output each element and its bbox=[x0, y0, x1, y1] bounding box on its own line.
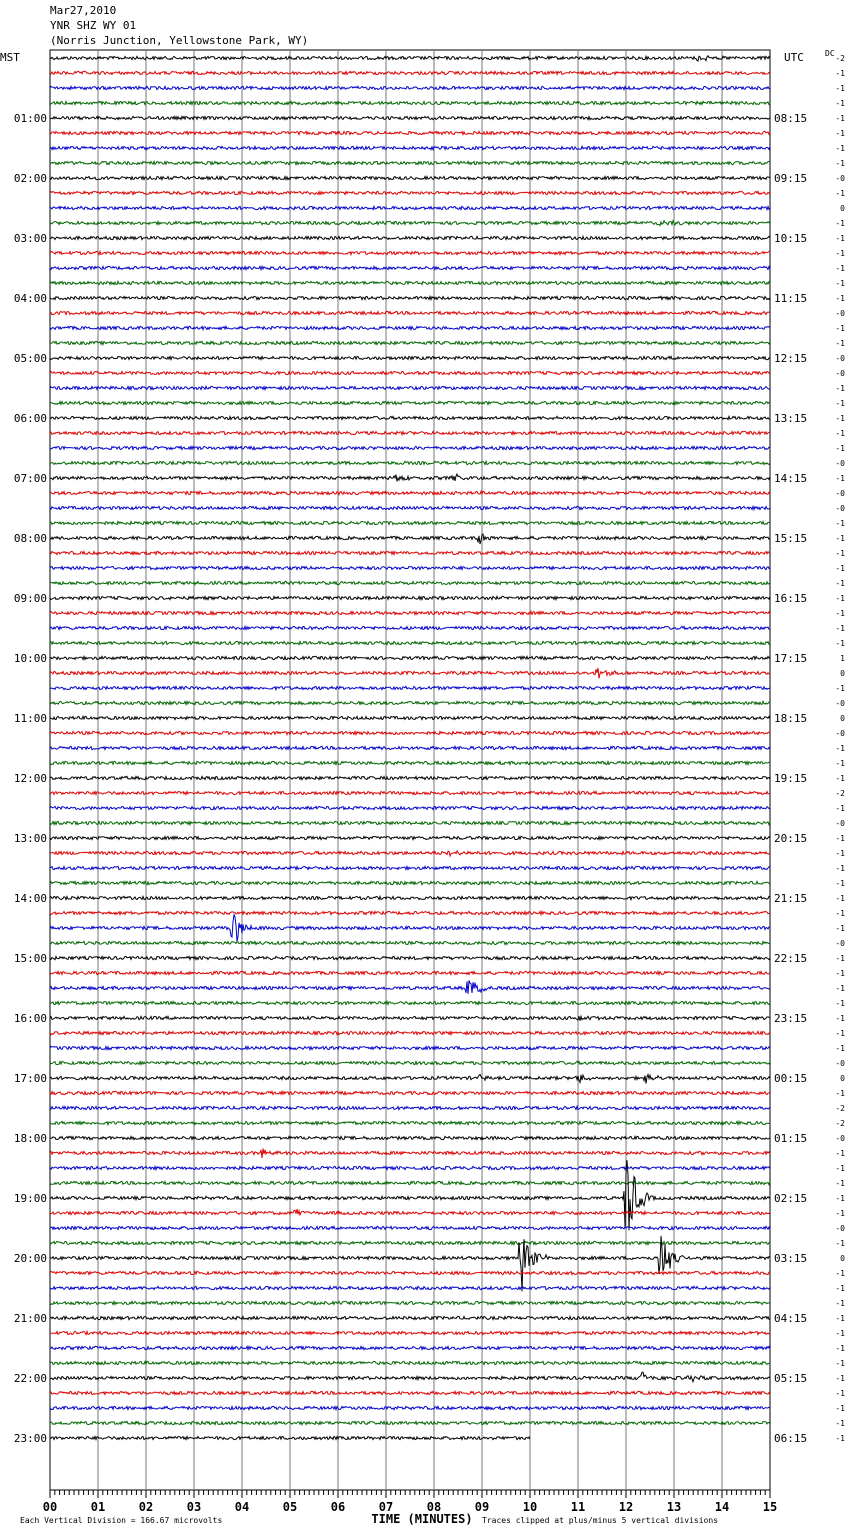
dc-offset-label: -1 bbox=[835, 1344, 845, 1353]
seismic-trace bbox=[50, 101, 770, 104]
seismic-trace bbox=[50, 1160, 770, 1230]
seismic-trace bbox=[50, 326, 770, 329]
dc-offset-label: -1 bbox=[835, 114, 845, 123]
dc-offset-label: -1 bbox=[835, 1014, 845, 1023]
utc-hour-label: 15:15 bbox=[774, 532, 808, 545]
dc-offset-label: -0 bbox=[835, 504, 845, 513]
seismic-trace bbox=[50, 221, 770, 226]
seismic-trace bbox=[50, 401, 770, 404]
dc-offset-label: -1 bbox=[835, 579, 845, 588]
dc-offset-label: -1 bbox=[835, 1434, 845, 1443]
dc-offset-label: -1 bbox=[835, 249, 845, 258]
x-tick-label: 12 bbox=[618, 1500, 634, 1514]
seismic-trace bbox=[50, 1209, 770, 1215]
utc-hour-label: 13:15 bbox=[774, 412, 808, 425]
dc-offset-label: 0 bbox=[840, 1254, 845, 1263]
seismic-trace bbox=[50, 86, 770, 89]
dc-offset-label: -1 bbox=[835, 1389, 845, 1398]
header-date: Mar27,2010 bbox=[50, 4, 117, 17]
seismic-trace bbox=[50, 161, 770, 164]
seismic-trace bbox=[50, 236, 770, 239]
dc-offset-label: -1 bbox=[835, 624, 845, 633]
utc-hour-label: 23:15 bbox=[774, 1012, 808, 1025]
seismic-trace bbox=[50, 956, 770, 959]
dc-offset-label: -1 bbox=[835, 474, 845, 483]
seismic-trace bbox=[50, 416, 770, 419]
dc-offset-label: -1 bbox=[835, 609, 845, 618]
seismic-trace bbox=[50, 71, 770, 74]
dc-offset-label: -0 bbox=[835, 174, 845, 183]
dc-offset-label: -1 bbox=[835, 144, 845, 153]
dc-offset-label: 0 bbox=[840, 204, 845, 213]
mst-hour-label: 13:00 bbox=[13, 832, 47, 845]
dc-offset-label: -1 bbox=[835, 774, 845, 783]
dc-label: DC bbox=[825, 49, 835, 58]
dc-offset-label: -1 bbox=[835, 1269, 845, 1278]
dc-offset-label: -1 bbox=[835, 1359, 845, 1368]
seismic-trace bbox=[50, 1091, 770, 1094]
seismic-trace bbox=[50, 1031, 770, 1034]
dc-offset-label: -1 bbox=[835, 219, 845, 228]
dc-offset-label: -1 bbox=[835, 69, 845, 78]
mst-hour-label: 14:00 bbox=[13, 892, 47, 905]
dc-offset-label: -1 bbox=[835, 969, 845, 978]
seismic-trace bbox=[50, 821, 770, 824]
dc-offset-label: -1 bbox=[835, 1149, 845, 1158]
utc-hour-label: 20:15 bbox=[774, 832, 808, 845]
seismic-trace bbox=[50, 941, 770, 944]
dc-offset-label: -1 bbox=[835, 954, 845, 963]
dc-offset-label: 0 bbox=[840, 1074, 845, 1083]
scale-note: Each Vertical Division = 166.67 microvolts bbox=[20, 1516, 223, 1525]
seismic-trace bbox=[50, 356, 770, 359]
dc-offset-label: 1 bbox=[840, 654, 845, 663]
mst-hour-label: 03:00 bbox=[13, 232, 47, 245]
dc-offset-label: -1 bbox=[835, 1374, 845, 1383]
utc-hour-label: 04:15 bbox=[774, 1312, 808, 1325]
seismic-trace bbox=[50, 656, 770, 659]
dc-offset-label: -1 bbox=[835, 519, 845, 528]
dc-offset-label: -1 bbox=[835, 399, 845, 408]
dc-offset-label: -1 bbox=[835, 279, 845, 288]
dc-offset-label: -1 bbox=[835, 549, 845, 558]
utc-hour-label: 19:15 bbox=[774, 772, 808, 785]
utc-hour-label: 21:15 bbox=[774, 892, 808, 905]
dc-offset-label: 0 bbox=[840, 669, 845, 678]
seismic-trace bbox=[50, 521, 770, 524]
seismic-trace bbox=[50, 446, 770, 449]
seismic-trace bbox=[50, 1372, 770, 1382]
mst-hour-label: 10:00 bbox=[13, 652, 47, 665]
x-tick-label: 15 bbox=[762, 1500, 778, 1514]
mst-axis-title: MST bbox=[0, 51, 20, 64]
header-station: YNR SHZ WY 01 bbox=[50, 19, 137, 32]
dc-offset-label: -1 bbox=[835, 1179, 845, 1188]
dc-offset-label: -0 bbox=[835, 459, 845, 468]
utc-hour-label: 11:15 bbox=[774, 292, 808, 305]
dc-offset-label: -1 bbox=[835, 564, 845, 573]
utc-hour-label: 02:15 bbox=[774, 1192, 808, 1205]
dc-offset-label: -1 bbox=[835, 234, 845, 243]
mst-hour-label: 23:00 bbox=[13, 1432, 47, 1445]
seismic-trace bbox=[50, 534, 770, 544]
seismic-trace bbox=[50, 1391, 770, 1394]
mst-hour-label: 22:00 bbox=[13, 1372, 47, 1385]
seismic-trace bbox=[50, 836, 770, 839]
seismic-trace bbox=[50, 746, 770, 749]
dc-offset-label: -1 bbox=[835, 804, 845, 813]
dc-offset-label: -1 bbox=[835, 294, 845, 303]
seismic-trace bbox=[50, 266, 770, 269]
mst-hour-label: 17:00 bbox=[13, 1072, 47, 1085]
dc-offset-label: -1 bbox=[835, 744, 845, 753]
seismic-trace bbox=[50, 915, 770, 942]
x-tick-label: 11 bbox=[570, 1500, 586, 1514]
x-tick-label: 05 bbox=[282, 1500, 298, 1514]
seismic-trace bbox=[50, 566, 770, 569]
utc-hour-label: 00:15 bbox=[774, 1072, 808, 1085]
mst-hour-label: 09:00 bbox=[13, 592, 47, 605]
dc-offset-label: -0 bbox=[835, 729, 845, 738]
x-tick-label: 00 bbox=[42, 1500, 58, 1514]
dc-offset-label: -2 bbox=[835, 1104, 845, 1113]
seismic-trace bbox=[50, 668, 770, 679]
seismic-trace bbox=[50, 1331, 770, 1334]
dc-offset-label: -1 bbox=[835, 414, 845, 423]
dc-offset-label: -0 bbox=[835, 489, 845, 498]
mst-hour-label: 16:00 bbox=[13, 1012, 47, 1025]
dc-offset-label: -1 bbox=[835, 339, 845, 348]
dc-offset-label: -1 bbox=[835, 384, 845, 393]
dc-offset-label: -1 bbox=[835, 1029, 845, 1038]
seismic-trace bbox=[50, 1061, 770, 1064]
seismic-trace bbox=[50, 626, 770, 629]
dc-offset-label: -1 bbox=[835, 324, 845, 333]
seismic-trace bbox=[50, 1286, 770, 1289]
seismic-trace bbox=[50, 1136, 770, 1139]
mst-hour-label: 15:00 bbox=[13, 952, 47, 965]
dc-offset-label: -1 bbox=[835, 1044, 845, 1053]
utc-hour-label: 17:15 bbox=[774, 652, 808, 665]
dc-offset-label: -1 bbox=[835, 1239, 845, 1248]
seismic-trace bbox=[50, 1301, 770, 1304]
dc-offset-label: -1 bbox=[835, 1089, 845, 1098]
dc-offset-label: -1 bbox=[835, 1419, 845, 1428]
seismic-trace bbox=[50, 1181, 770, 1184]
seismic-trace bbox=[50, 1406, 770, 1409]
mst-hour-label: 04:00 bbox=[13, 292, 47, 305]
dc-offset-label: -1 bbox=[835, 909, 845, 918]
seismic-trace bbox=[50, 866, 770, 869]
dc-offset-label: -0 bbox=[835, 309, 845, 318]
seismic-trace bbox=[50, 1346, 770, 1349]
mst-hour-label: 07:00 bbox=[13, 472, 47, 485]
seismic-trace bbox=[50, 1271, 770, 1274]
dc-offset-label: -1 bbox=[835, 84, 845, 93]
dc-offset-label: -1 bbox=[835, 534, 845, 543]
seismic-trace bbox=[50, 791, 770, 794]
x-tick-label: 14 bbox=[714, 1500, 730, 1514]
x-tick-label: 06 bbox=[330, 1500, 346, 1514]
dc-offset-label: -0 bbox=[835, 699, 845, 708]
mst-hour-label: 01:00 bbox=[13, 112, 47, 125]
utc-hour-label: 14:15 bbox=[774, 472, 808, 485]
seismic-trace bbox=[50, 1001, 770, 1004]
mst-hour-label: 11:00 bbox=[13, 712, 47, 725]
utc-hour-label: 08:15 bbox=[774, 112, 808, 125]
mst-hour-label: 19:00 bbox=[13, 1192, 47, 1205]
x-tick-label: 02 bbox=[138, 1500, 154, 1514]
dc-offset-label: -1 bbox=[835, 1404, 845, 1413]
seismic-trace bbox=[50, 296, 770, 299]
utc-hour-label: 12:15 bbox=[774, 352, 808, 365]
utc-axis-title: UTC bbox=[784, 51, 804, 64]
x-tick-label: 03 bbox=[186, 1500, 202, 1514]
dc-offset-label: -1 bbox=[835, 159, 845, 168]
seismic-trace bbox=[50, 1074, 770, 1083]
seismic-trace bbox=[50, 1226, 770, 1229]
dc-offset-label: -1 bbox=[835, 99, 845, 108]
dc-offset-label: -0 bbox=[835, 369, 845, 378]
mst-hour-label: 18:00 bbox=[13, 1132, 47, 1145]
seismic-trace bbox=[50, 1106, 770, 1109]
x-tick-label: 07 bbox=[378, 1500, 394, 1514]
dc-offset-label: -1 bbox=[835, 429, 845, 438]
seismic-trace bbox=[50, 371, 770, 374]
dc-offset-label: -2 bbox=[835, 1119, 845, 1128]
dc-offset-label: -0 bbox=[835, 1134, 845, 1143]
dc-offset-label: -1 bbox=[835, 924, 845, 933]
x-tick-label: 04 bbox=[234, 1500, 250, 1514]
utc-hour-label: 05:15 bbox=[774, 1372, 808, 1385]
dc-offset-label: -0 bbox=[835, 819, 845, 828]
mst-hour-label: 20:00 bbox=[13, 1252, 47, 1265]
x-tick-label: 10 bbox=[522, 1500, 538, 1514]
utc-hour-label: 01:15 bbox=[774, 1132, 808, 1145]
dc-offset-label: 0 bbox=[840, 714, 845, 723]
seismic-trace bbox=[50, 1166, 770, 1169]
utc-hour-label: 16:15 bbox=[774, 592, 808, 605]
x-tick-label: 08 bbox=[426, 1500, 442, 1514]
seismic-trace bbox=[50, 116, 770, 119]
dc-offset-label: -1 bbox=[835, 1209, 845, 1218]
utc-hour-label: 06:15 bbox=[774, 1432, 808, 1445]
dc-offset-label: -1 bbox=[835, 879, 845, 888]
seismic-trace bbox=[50, 971, 770, 974]
dc-offset-label: -2 bbox=[835, 789, 845, 798]
seismic-trace bbox=[50, 581, 770, 584]
mst-hour-label: 06:00 bbox=[13, 412, 47, 425]
seismic-trace bbox=[50, 761, 770, 764]
seismic-trace bbox=[50, 896, 770, 899]
seismic-trace bbox=[50, 474, 770, 481]
seismic-trace bbox=[50, 176, 770, 179]
seismic-trace bbox=[50, 251, 770, 254]
mst-hour-label: 08:00 bbox=[13, 532, 47, 545]
seismic-trace bbox=[50, 701, 770, 704]
dc-offset-label: -1 bbox=[835, 849, 845, 858]
dc-offset-label: -1 bbox=[835, 189, 845, 198]
seismic-trace bbox=[50, 731, 770, 734]
seismic-trace bbox=[50, 806, 770, 809]
dc-offset-label: -1 bbox=[835, 684, 845, 693]
x-tick-label: 09 bbox=[474, 1500, 490, 1514]
seismic-trace bbox=[50, 281, 770, 284]
seismic-trace bbox=[50, 596, 770, 599]
seismic-trace bbox=[50, 461, 770, 464]
seismic-trace bbox=[50, 881, 770, 884]
dc-offset-label: -1 bbox=[835, 894, 845, 903]
dc-offset-label: -0 bbox=[835, 939, 845, 948]
dc-offset-label: -1 bbox=[835, 1299, 845, 1308]
seismic-trace bbox=[50, 191, 770, 194]
seismic-trace bbox=[50, 611, 770, 614]
seismic-trace bbox=[50, 386, 770, 389]
x-axis-label: TIME (MINUTES) bbox=[371, 1512, 473, 1526]
seismic-trace bbox=[50, 431, 770, 434]
seismic-trace bbox=[50, 1046, 770, 1049]
seismic-trace bbox=[50, 341, 770, 344]
mst-hour-label: 02:00 bbox=[13, 172, 47, 185]
seismic-trace bbox=[50, 641, 770, 644]
seismic-trace bbox=[50, 851, 770, 856]
seismic-trace bbox=[50, 506, 770, 509]
seismic-trace bbox=[50, 551, 770, 554]
dc-offset-label: -0 bbox=[835, 354, 845, 363]
x-tick-label: 13 bbox=[666, 1500, 682, 1514]
seismic-trace bbox=[50, 1149, 770, 1158]
seismic-trace bbox=[50, 206, 770, 209]
utc-hour-label: 22:15 bbox=[774, 952, 808, 965]
mst-hour-label: 21:00 bbox=[13, 1312, 47, 1325]
dc-offset-label: -1 bbox=[835, 639, 845, 648]
clip-note: Traces clipped at plus/minus 5 vertical divisions bbox=[482, 1516, 719, 1525]
x-tick-label: 01 bbox=[90, 1500, 106, 1514]
dc-offset-label: -2 bbox=[835, 54, 845, 63]
dc-offset-label: -1 bbox=[835, 129, 845, 138]
header-location: (Norris Junction, Yellowstone Park, WY) bbox=[50, 34, 309, 47]
dc-offset-label: -1 bbox=[835, 594, 845, 603]
trace-group bbox=[50, 56, 770, 1440]
seismic-trace bbox=[50, 1421, 770, 1424]
dc-offset-label: -1 bbox=[835, 1194, 845, 1203]
utc-hour-label: 09:15 bbox=[774, 172, 808, 185]
seismic-trace bbox=[50, 146, 770, 149]
dc-offset-label: -1 bbox=[835, 1314, 845, 1323]
seismic-trace bbox=[50, 980, 770, 993]
utc-hour-label: 03:15 bbox=[774, 1252, 808, 1265]
dc-offset-label: -1 bbox=[835, 999, 845, 1008]
dc-offset-label: -1 bbox=[835, 864, 845, 873]
dc-offset-label: -1 bbox=[835, 759, 845, 768]
dc-offset-label: -1 bbox=[835, 264, 845, 273]
seismic-trace bbox=[50, 686, 770, 689]
seismic-trace bbox=[50, 1016, 770, 1021]
seismic-trace bbox=[50, 491, 770, 494]
dc-offset-label: -1 bbox=[835, 984, 845, 993]
seismic-trace bbox=[50, 716, 770, 719]
seismic-trace bbox=[50, 1121, 770, 1124]
seismic-trace bbox=[50, 311, 770, 314]
dc-offset-label: -0 bbox=[835, 1224, 845, 1233]
dc-offset-label: -1 bbox=[835, 1284, 845, 1293]
mst-hour-label: 05:00 bbox=[13, 352, 47, 365]
dc-offset-label: -1 bbox=[835, 1164, 845, 1173]
dc-offset-label: -1 bbox=[835, 1329, 845, 1338]
seismic-trace bbox=[50, 1361, 770, 1364]
dc-offset-label: -0 bbox=[835, 1059, 845, 1068]
seismic-trace bbox=[50, 131, 770, 134]
seismic-trace bbox=[50, 776, 770, 779]
utc-hour-label: 18:15 bbox=[774, 712, 808, 725]
seismic-trace bbox=[50, 1316, 770, 1319]
mst-hour-label: 12:00 bbox=[13, 772, 47, 785]
seismic-trace bbox=[50, 56, 770, 61]
dc-offset-label: -1 bbox=[835, 834, 845, 843]
dc-offset-label: -1 bbox=[835, 444, 845, 453]
utc-hour-label: 10:15 bbox=[774, 232, 808, 245]
seismic-trace bbox=[50, 911, 770, 914]
